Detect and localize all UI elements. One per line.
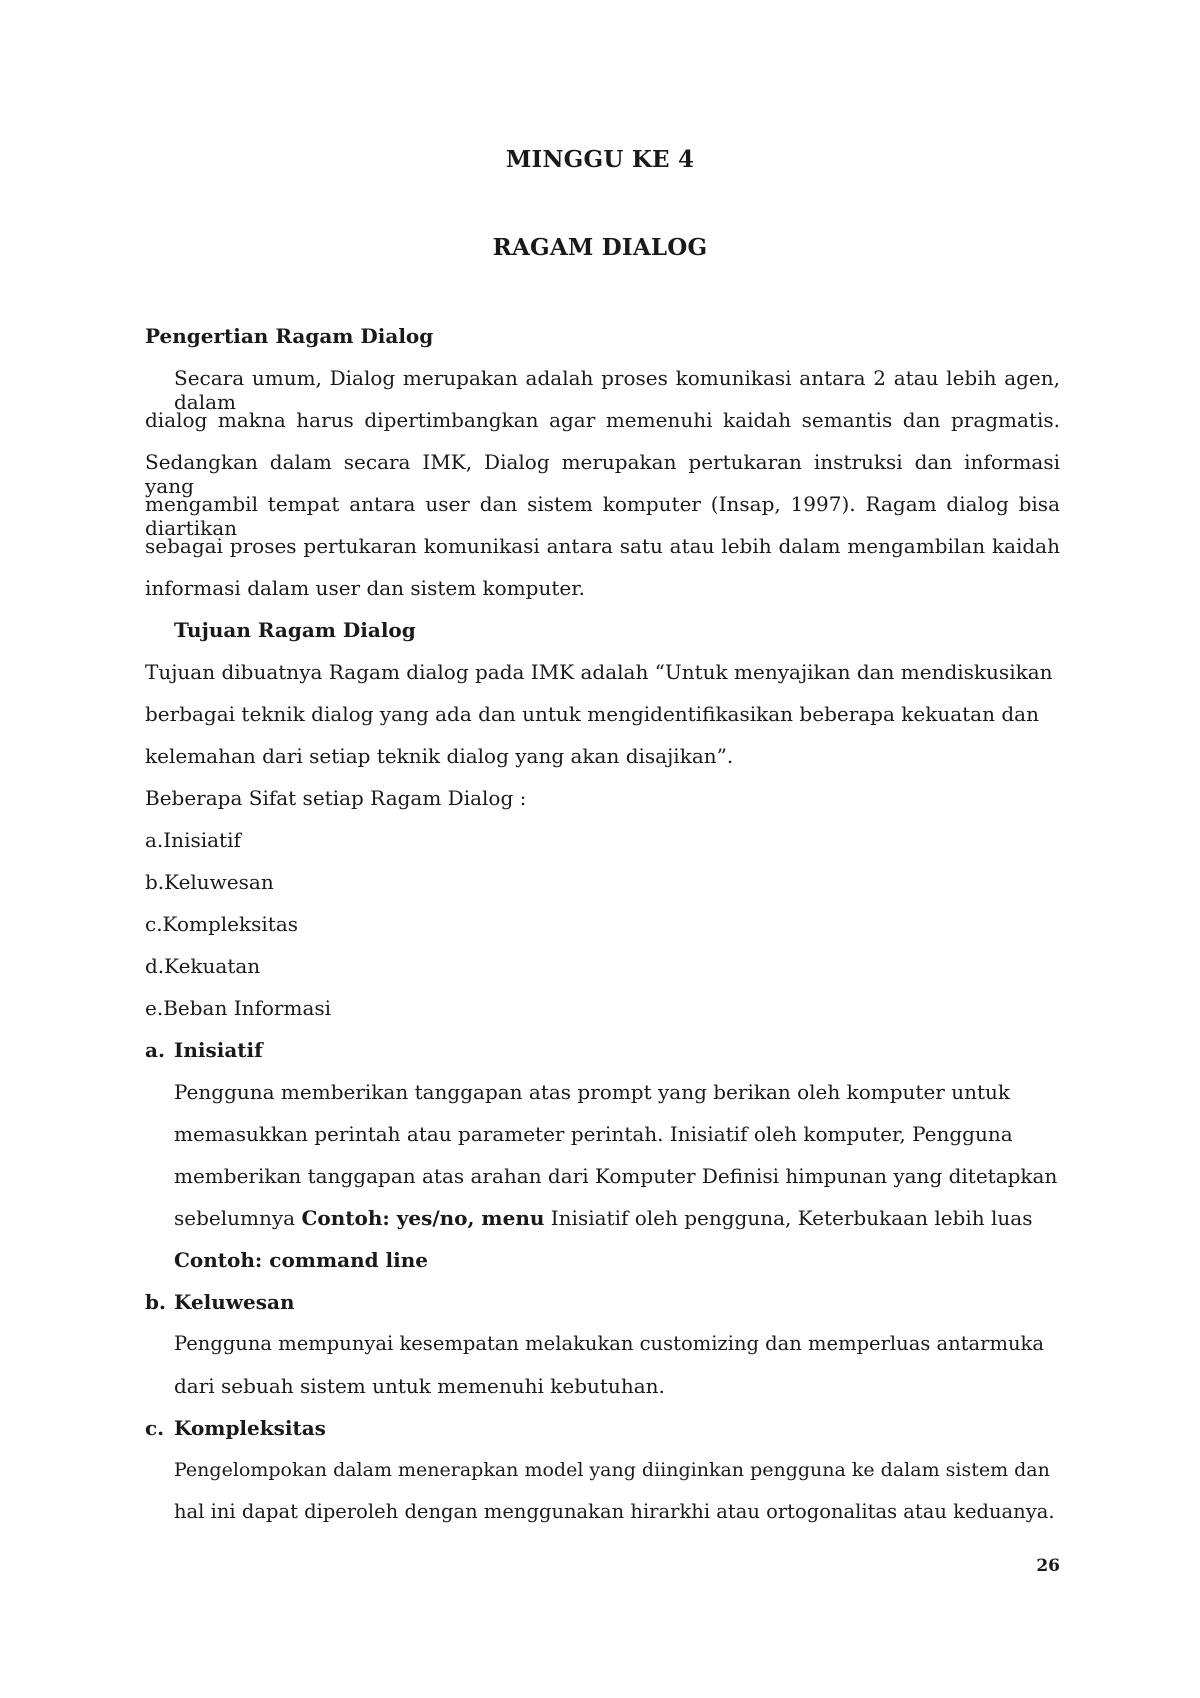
example-label: Contoh: command line — [174, 1248, 429, 1272]
subsection-c-heading — [145, 1416, 1060, 1440]
page-number: 26 — [1036, 1556, 1060, 1576]
text-run: Inisiatif oleh pengguna, Keterbukaan lebih luas — [544, 1206, 1033, 1230]
list-item: c.Kompleksitas — [145, 912, 299, 936]
paragraph-line: memasukkan perintah atau parameter perintah. Inisiatif oleh komputer, Pengguna — [174, 1122, 1013, 1146]
paragraph-line: Secara umum, Dialog merupakan adalah proses komunikasi antara 2 atau lebih agen, dalam — [174, 366, 1060, 414]
heading-pengertian: Pengertian Ragam Dialog — [145, 324, 434, 348]
list-item: e.Beban Informasi — [145, 996, 332, 1020]
paragraph-line: informasi dalam user dan sistem komputer. — [145, 576, 585, 600]
list-item: d.Kekuatan — [145, 954, 261, 978]
example-label: Contoh: yes/no, menu — [301, 1206, 545, 1230]
paragraph-line: berbagai teknik dialog yang ada dan untuk mengidentifikasikan beberapa kekuatan dan — [145, 702, 1039, 726]
paragraph-line: sebagai proses pertukaran komunikasi antara satu atau lebih dalam mengambilan kaidah — [145, 534, 1060, 558]
paragraph-line: Tujuan dibuatnya Ragam dialog pada IMK adalah “Untuk menyajikan dan mendiskusikan — [145, 660, 1053, 684]
paragraph-line: Sedangkan dalam secara IMK, Dialog merupakan pertukaran instruksi dan informasi yang — [145, 450, 1060, 498]
paragraph-line: mengambil tempat antara user dan sistem komputer (Insap, 1997). Ragam dialog bisa diartikan — [145, 492, 1060, 540]
list-item: a.Inisiatif — [145, 828, 241, 852]
paragraph-line: memberikan tanggapan atas arahan dari Komputer Definisi himpunan yang ditetapkan — [174, 1164, 1058, 1188]
subsection-title: Inisiatif — [174, 1038, 263, 1062]
paragraph-line: hal ini dapat diperoleh dengan menggunakan hirarkhi atau ortogonalitas atau keduanya. — [174, 1500, 1055, 1523]
document-title: MINGGU KE 4 — [505, 146, 695, 173]
paragraph-line: Pengguna memberikan tanggapan atas prompt yang berikan oleh komputer untuk — [174, 1080, 1011, 1104]
paragraph-line: kelemahan dari setiap teknik dialog yang akan disajikan”. — [145, 744, 734, 768]
list-marker: b. — [145, 1290, 166, 1314]
subsection-title: Keluwesan — [174, 1290, 295, 1314]
paragraph-line — [174, 1206, 1060, 1230]
list-marker: c. — [145, 1416, 165, 1440]
subsection-a-heading — [145, 1038, 1060, 1062]
paragraph-line: Beberapa Sifat setiap Ragam Dialog : — [145, 786, 527, 810]
paragraph-line: dari sebuah sistem untuk memenuhi kebutuhan. — [174, 1374, 665, 1398]
document-subtitle: RAGAM DIALOG — [492, 234, 708, 261]
paragraph-line: dialog makna harus dipertimbangkan agar memenuhi kaidah semantis dan pragmatis. — [145, 408, 1060, 432]
list-marker: a. — [145, 1038, 165, 1062]
paragraph-line: Pengguna mempunyai kesempatan melakukan customizing dan memperluas antarmuka — [174, 1332, 1044, 1355]
subsection-title: Kompleksitas — [174, 1416, 326, 1440]
text-run: sebelumnya — [174, 1206, 302, 1230]
list-item: b.Keluwesan — [145, 870, 274, 894]
subsection-b-heading — [145, 1290, 1060, 1314]
paragraph-line: Pengelompokan dalam menerapkan model yang diinginkan pengguna ke dalam sistem dan — [174, 1459, 1050, 1481]
heading-tujuan: Tujuan Ragam Dialog — [174, 618, 416, 642]
